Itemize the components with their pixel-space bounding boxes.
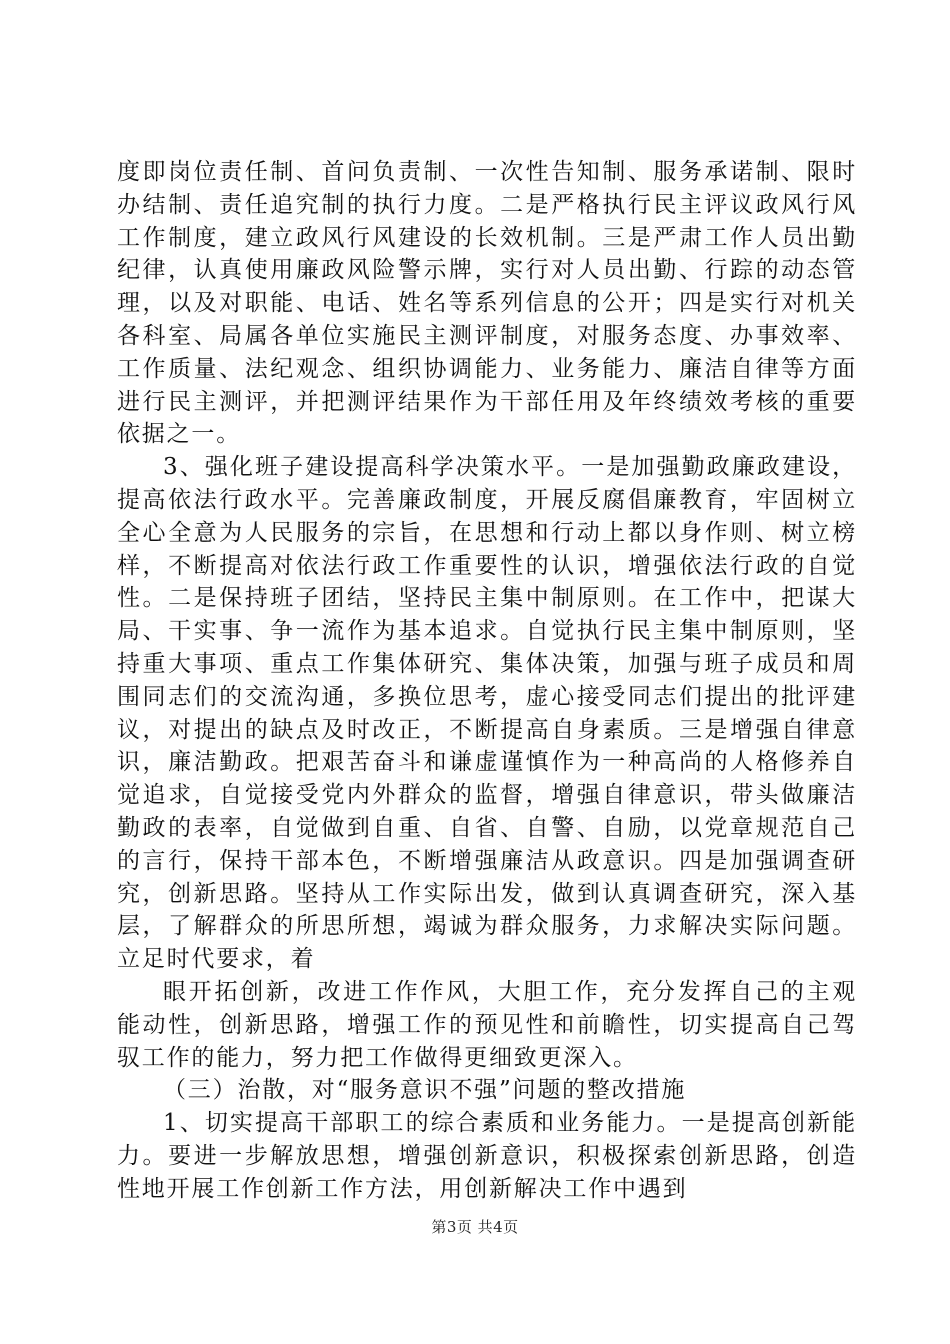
document-body	[117, 156, 857, 1206]
paragraph-2: 3、强化班子建设提高科学决策水平。一是加强勤政廉政建设，提高依法行政水平。完善廉政制度，开展反腐倡廉教育，牢固树立全心全意为人民服务的宗旨，在思想和行动上都以身作则、树立榜样，不断提高对依法行政工作重要性的认识，增强依法行政的自觉性。二是保持班子团结，坚持民主集中制原则。在工作中，把谋大局、干实事、争一流作为基本追求。自觉执行民主集中制原则，坚持重大事项、重点工作集体研究、集体决策，加强与班子成员和周围同志们的交流沟通，多换位思考，虚心接受同志们提出的批评建议，对提出的缺点及时改正，不断提高自身素质。三是增强自律意识，廉洁勤政。把艰苦奋斗和谦虚谨慎作为一种高尚的人格修养自觉追求，自觉接受党内外群众的监督，增强自律意识，带头做廉洁勤政的表率，自觉做到自重、自省、自警、自励，以党章规范自己的言行，保持干部本色，不断增强廉洁从政意识。四是加强调查研究，创新思路。坚持从工作实际出发，做到认真调查研究，深入基层，了解群众的所思所想，竭诚为群众服务，力求解决实际问题。立足时代要求，着	[117, 454, 857, 973]
paragraph-4: 1、切实提高干部职工的综合素质和业务能力。一是提高创新能力。要进一步解放思想，增强创新意识，积极探索创新思路，创造性地开展工作创新工作方法，用创新解决工作中遇到	[117, 1110, 857, 1202]
paragraph-3: 眼开拓创新，改进工作作风，大胆工作，充分发挥自己的主观能动性，创新思路，增强工作的预见性和前瞻性，切实提高自己驾驭工作的能力，努力把工作做得更细致更深入。	[117, 978, 857, 1071]
paragraph-1: 度即岗位责任制、首问负责制、一次性告知制、服务承诺制、限时办结制、责任追究制的执行力度。二是严格执行民主评议政风行风工作制度，建立政风行风建设的长效机制。三是严肃工作人员出勤纪律，认真使用廉政风险警示牌，实行对人员出勤、行踪的动态管理，以及对职能、电话、姓名等系列信息的公开；四是实行对机关各科室、局属各单位实施民主测评制度，对服务态度、办事效率、工作质量、法纪观念、组织协调能力、业务能力、廉洁自律等方面进行民主测评，并把测评结果作为干部任用及年终绩效考核的重要依据之一。	[117, 159, 857, 448]
page-number-footer: 第3页 共4页	[431, 1218, 519, 1236]
section-heading: （三）治散，对“服务意识不强”问题的整改措施	[163, 1077, 687, 1104]
